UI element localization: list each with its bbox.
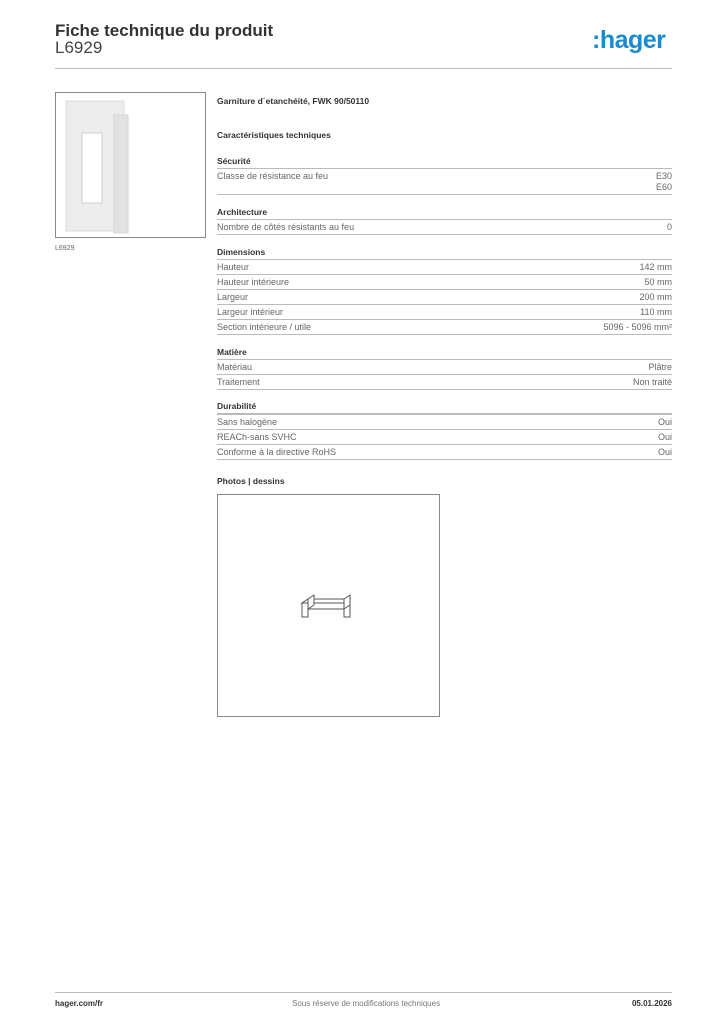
spec-row	[217, 220, 672, 235]
spec-group	[217, 345, 672, 390]
spec-label: Section intérieure / utile	[217, 322, 312, 332]
spec-value: Plâtre	[648, 362, 672, 372]
spec-row	[217, 260, 672, 275]
spec-row	[217, 360, 672, 375]
spec-value: 142 mm	[639, 262, 672, 272]
spec-group	[217, 245, 672, 335]
spec-label: Largeur	[217, 292, 249, 302]
spec-label: Largeur intérieur	[217, 307, 284, 317]
photos-title: Photos | dessins	[217, 476, 285, 486]
footer-website[interactable]: hager.com/fr	[55, 999, 104, 1008]
footer-notice: Sous réserve de modifications techniques	[292, 999, 441, 1008]
product-name: Garniture d´etanchéité, FWK 90/50110	[217, 96, 370, 106]
footer-date: 05.01.2026	[631, 999, 672, 1008]
group-heading: Durabilité	[217, 400, 672, 415]
spec-group	[217, 205, 672, 235]
spec-group	[217, 400, 672, 460]
spec-label: Hauteur	[217, 262, 250, 272]
group-heading: Matière	[217, 345, 672, 360]
spec-label: Sans halogène	[217, 417, 278, 427]
spec-value: 50 mm	[644, 277, 672, 287]
group-heading: Sécurité	[217, 154, 672, 169]
spec-value: 0	[666, 222, 672, 232]
spec-value: Oui	[657, 432, 672, 442]
spec-label: Classe de résistance au feu	[217, 171, 329, 181]
spec-label: Conforme à la directive RoHS	[217, 447, 337, 457]
group-heading: Architecture	[217, 205, 672, 220]
spec-value: Oui	[657, 417, 672, 427]
spec-group	[217, 154, 672, 195]
page-title: Fiche technique du produit	[55, 21, 274, 40]
spec-label: Traitement	[217, 377, 260, 387]
divider	[55, 68, 672, 69]
spec-label: Matériau	[217, 362, 253, 372]
spec-label: Nombre de côtés résistants au feu	[217, 222, 355, 232]
divider	[55, 992, 672, 993]
spec-row	[217, 320, 672, 335]
spec-label: Hauteur intérieure	[217, 277, 290, 287]
spec-row	[217, 305, 672, 320]
hager-logo: :hager	[592, 26, 666, 54]
spec-row	[217, 169, 672, 195]
spec-value: Oui	[657, 447, 672, 457]
spec-value: Non traité	[632, 377, 672, 387]
spec-value: 110 mm	[640, 307, 672, 317]
spec-row	[217, 275, 672, 290]
spec-value: 5096 - 5096 mm²	[603, 322, 672, 332]
spec-label: REACh-sans SVHC	[217, 432, 297, 442]
product-image	[55, 92, 206, 238]
spec-row	[217, 375, 672, 390]
spec-value: 200 mm	[639, 292, 672, 302]
spec-row	[217, 290, 672, 305]
characteristics-title: Caractéristiques techniques	[217, 130, 331, 140]
product-drawing	[217, 494, 440, 717]
spec-row	[217, 430, 672, 445]
product-code: L6929	[55, 38, 103, 57]
spec-row	[217, 415, 672, 430]
thumbnail-caption: L6929	[55, 245, 75, 252]
spec-row	[217, 445, 672, 460]
spec-groups	[217, 154, 672, 460]
spec-section	[217, 96, 672, 486]
group-heading: Dimensions	[217, 245, 672, 260]
spec-value: E30 E60	[655, 171, 672, 192]
